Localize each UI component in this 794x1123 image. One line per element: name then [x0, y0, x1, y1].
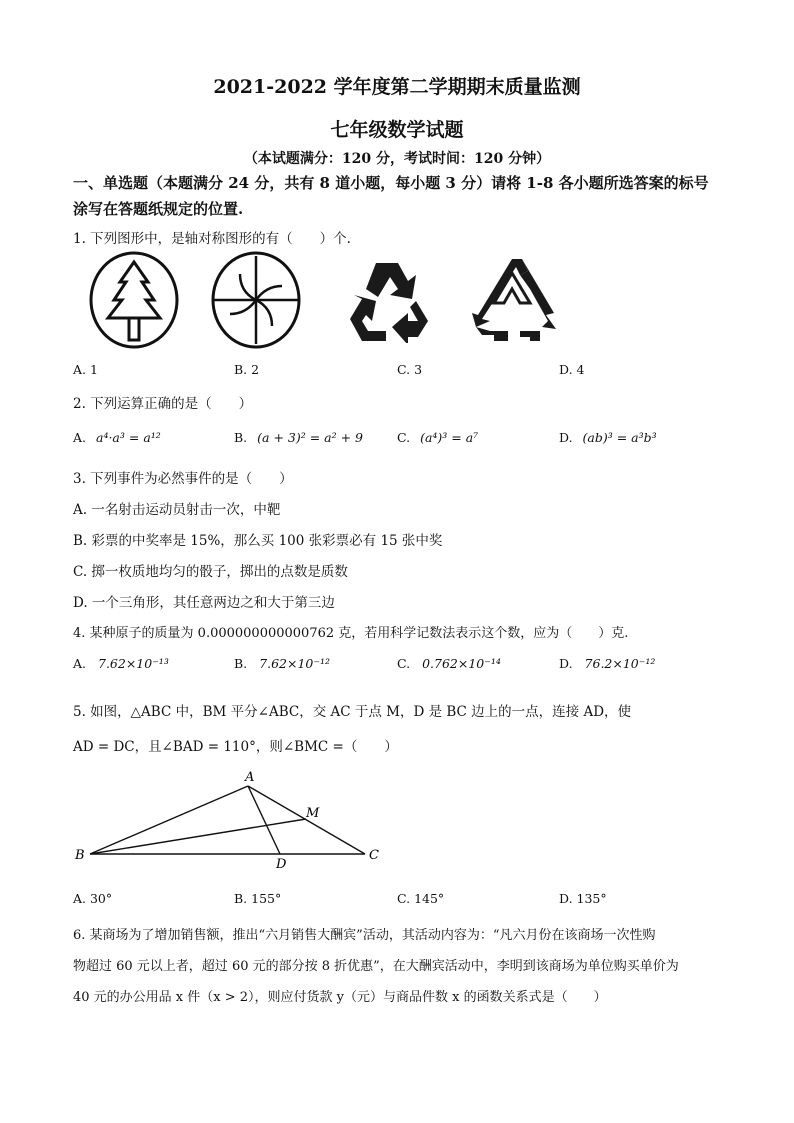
q4-option-a[interactable]	[73, 656, 169, 671]
recycle-outline-symbol-figure	[468, 255, 560, 343]
exam-subtitle: 七年级数学试题	[330, 119, 464, 141]
label-d: D	[276, 857, 287, 872]
q3-stem: 3. 下列事件为必然事件的是（ ）	[73, 471, 293, 487]
label-a: A	[245, 770, 255, 785]
q1-option-a[interactable]: A. 1	[73, 362, 98, 377]
q2-option-c-expr: (a⁴)³ = a⁷	[420, 430, 479, 445]
q5-option-c[interactable]: C. 145°	[397, 891, 445, 906]
q5-option-d[interactable]: D. 135°	[559, 891, 607, 906]
q4-option-c[interactable]	[397, 656, 501, 671]
q5-stem-line1: 5. 如图，△ABC 中，BM 平分∠ABC，交 AC 于点 M，D 是 BC 边上的一点，连接 AD，使	[73, 704, 632, 720]
q1-stem: 1. 下列图形中，是轴对称图形的有（ ）个.	[73, 231, 351, 247]
label-m: M	[306, 806, 320, 821]
q2-option-b-label: B.	[234, 430, 248, 445]
section-heading-line2: 涂写在答题纸规定的位置.	[73, 200, 244, 218]
q4-option-b-expr: 7.62×10⁻¹²	[259, 656, 330, 671]
q3-option-b[interactable]: B. 彩票的中奖率是 15%，那么买 100 张彩票必有 15 张中奖	[73, 533, 443, 549]
q2-option-b[interactable]	[234, 430, 363, 445]
q2-option-d[interactable]	[559, 430, 657, 445]
label-b: B	[75, 848, 85, 863]
q2-option-a-expr: a⁴·a³ = a¹²	[96, 430, 161, 445]
q3-option-d[interactable]: D. 一个三角形，其任意两边之和大于第三边	[73, 595, 335, 611]
q4-option-d-expr: 76.2×10⁻¹²	[584, 656, 656, 671]
q5-option-a[interactable]: A. 30°	[73, 891, 113, 906]
q2-option-a[interactable]	[73, 430, 161, 445]
q5-stem-line2: AD = DC，且∠BAD = 110°，则∠BMC =（ ）	[73, 739, 398, 755]
q6-stem-line1: 6. 某商场为了增加销售额，推出“六月销售大酬宾”活动，其活动内容为：“凡六月份在该商场一次性购	[73, 928, 656, 943]
section-heading-line1: 一、单选题（本题满分 24 分，共有 8 道小题，每小题 3 分）请将 1-8 各小题所选答案的标号	[73, 174, 709, 192]
q1-option-c[interactable]: C. 3	[397, 362, 423, 377]
q2-stem: 2. 下列运算正确的是（ ）	[73, 396, 253, 412]
q4-option-c-label: C.	[397, 656, 411, 671]
q2-option-d-label: D.	[559, 430, 573, 445]
q4-option-b-label: B.	[234, 656, 248, 671]
q3-option-a[interactable]: A. 一名射击运动员射击一次，中靶	[73, 502, 281, 518]
label-c: C	[369, 848, 379, 863]
recycle-symbol-figure	[346, 255, 438, 343]
q6-stem-line2: 物超过 60 元以上者，超过 60 元的部分按 8 折优惠”，在大酬宾活动中，李明到该商场为单位购买单价为	[73, 959, 679, 974]
q2-option-c[interactable]	[397, 430, 478, 445]
q4-option-b[interactable]	[234, 656, 330, 671]
pinwheel-circle-figure	[210, 250, 302, 350]
q2-option-c-label: C.	[397, 430, 411, 445]
q4-option-a-label: A.	[73, 656, 87, 671]
q4-option-d-label: D.	[559, 656, 573, 671]
exam-info: （本试题满分：120 分，考试时间：120 分钟）	[243, 151, 551, 167]
q1-option-d[interactable]: D. 4	[559, 362, 585, 377]
q1-option-b[interactable]: B. 2	[234, 362, 260, 377]
q4-option-a-expr: 7.62×10⁻¹³	[98, 656, 169, 671]
q2-option-a-label: A.	[73, 430, 87, 445]
q4-stem: 4. 某种原子的质量为 0.000000000000762 克，若用科学记数法表示这个数，应为（ ）克.	[73, 626, 629, 641]
q2-option-d-expr: (ab)³ = a³b³	[582, 430, 657, 445]
q2-option-b-expr: (a + 3)² = a² + 9	[257, 430, 364, 445]
q4-option-d[interactable]	[559, 656, 655, 671]
exam-title: 2021-2022 学年度第二学期期末质量监测	[213, 76, 581, 98]
q6-stem-line3: 40 元的办公用品 x 件（x > 2），则应付货款 y（元）与商品件数 x 的函数关系式是（ ）	[73, 990, 607, 1005]
q3-option-c[interactable]: C. 掷一枚质地均匀的骰子，掷出的点数是质数	[73, 564, 348, 580]
pine-tree-circle-figure	[88, 250, 180, 350]
q4-option-c-expr: 0.762×10⁻¹⁴	[422, 656, 501, 671]
triangle-abc-figure	[70, 768, 390, 872]
q5-option-b[interactable]: B. 155°	[234, 891, 282, 906]
